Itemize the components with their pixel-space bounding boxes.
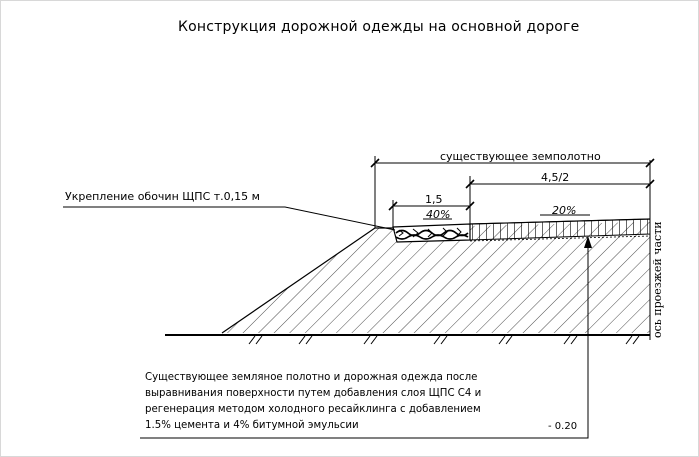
leader-shoulder-reinforcement	[63, 207, 395, 230]
axis-label: ось проезжей части	[651, 221, 664, 338]
shoulder-reinforcement-layer	[393, 224, 470, 242]
road-slope-label: 20%	[552, 204, 577, 217]
note-line-4: 1.5% цемента и 4% битумной эмульсии	[145, 420, 359, 431]
shoulder-width-label: 1,5	[425, 193, 443, 206]
shoulder-reinforcement-label: Укрепление обочин ЩПС т.0,15 м	[65, 190, 260, 203]
ground-hatch-ticks	[249, 336, 639, 344]
existing-subgrade-label: существующее земполотно	[440, 150, 601, 163]
shoulder-slope-label: 40%	[426, 208, 451, 221]
dimension-existing-subgrade	[371, 156, 654, 228]
note-line-1: Существующее земляное полотно и дорожная одежда после	[145, 372, 478, 383]
elevation-label: - 0.20	[548, 421, 578, 432]
note-line-2: выравнивания поверхности путем добавления слоя ЩПС С4 и	[145, 388, 482, 399]
half-width-label: 4,5/2	[541, 171, 570, 184]
drawing-title: Конструкция дорожной одежды на основной дороге	[178, 19, 580, 35]
note-line-3: регенерация методом холодного ресайклинга с добавлением	[145, 404, 481, 415]
